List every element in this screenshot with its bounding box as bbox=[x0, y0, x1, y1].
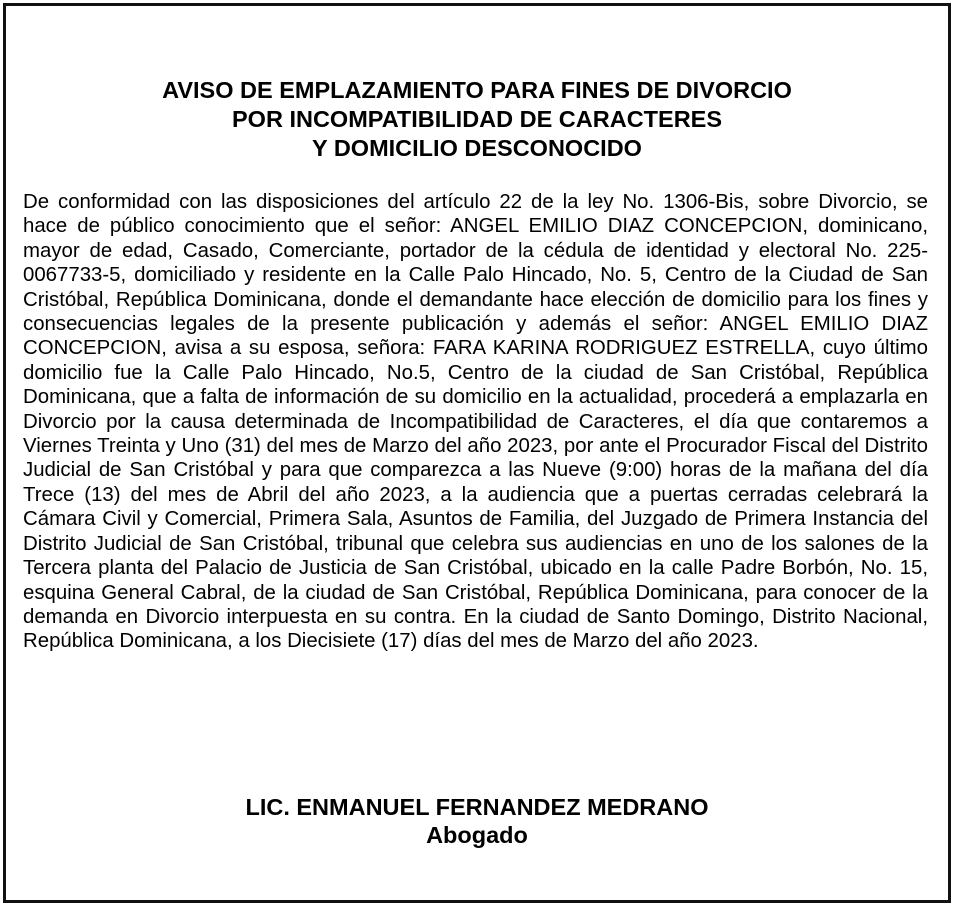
notice-title bbox=[6, 76, 948, 163]
signature-block bbox=[6, 793, 948, 849]
signatory-role: Abogado bbox=[426, 822, 528, 848]
title-line-3: Y DOMICILIO DESCONOCIDO bbox=[312, 135, 642, 161]
title-line-2: POR INCOMPATIBILIDAD DE CARACTERES bbox=[231, 106, 723, 132]
legal-notice bbox=[3, 3, 951, 903]
signatory-name: LIC. ENMANUEL FERNANDEZ MEDRANO bbox=[245, 794, 709, 820]
notice-body: De conformidad con las disposiciones del artículo 22 de la ley No. 1306-Bis, sobre Divorcio, se hace de público conocimiento que el señor: ANGEL EMILIO DIAZ CONCEPCION, dominicano, mayor de edad, Casado, Comerciante, portador de la cédula de identidad y electoral No. 225-0067733-5, domiciliado y residente en la Calle Palo Hincado, No. 5, Centro de la Ciudad de San Cristóbal, República Dominicana, donde el demandante hace elección de domicilio para los fines y consecuencias legales de la presente publicación y además el señor: ANGEL EMILIO DIAZ CONCEPCION, avisa a su esposa, señora: FARA KARINA RODRIGUEZ ESTRELLA, cuyo último domicilio fue la Calle Palo Hincado, No.5, Centro de la ciudad de San Cristóbal, República Dominicana, que a falta de información de su domicilio en la actualidad, procederá a emplazarla en Divorcio por la causa determinada de Incompatibilidad de Caracteres, el día que contaremos a Viernes Treinta y Uno (31) del mes de Marzo del año 2023, por ante el Procurador Fiscal del Distrito Judicial de San Cristóbal y para que comparezca a las Nueve (9:00) horas de la mañana del día Trece (13) del mes de Abril del año 2023, a la audiencia que a puertas cerradas celebrará la Cámara Civil y Comercial, Primera Sala, Asuntos de Familia, del Juzgado de Primera Instancia del Distrito Judicial de San Cristóbal, tribunal que celebra sus audiencias en uno de los salones de la Tercera planta del Palacio de Justicia de San Cristóbal, ubicado en la calle Padre Borbón, No. 15, esquina General Cabral, de la ciudad de San Cristóbal, República Dominicana, para conocer de la demanda en Divorcio interpuesta en su contra. En la ciudad de Santo Domingo, Distrito Nacional, República Dominicana, a los Diecisiete (17) días del mes de Marzo del año 2023. bbox=[23, 191, 928, 653]
title-line-1: AVISO DE EMPLAZAMIENTO PARA FINES DE DIVORCIO bbox=[162, 77, 792, 103]
